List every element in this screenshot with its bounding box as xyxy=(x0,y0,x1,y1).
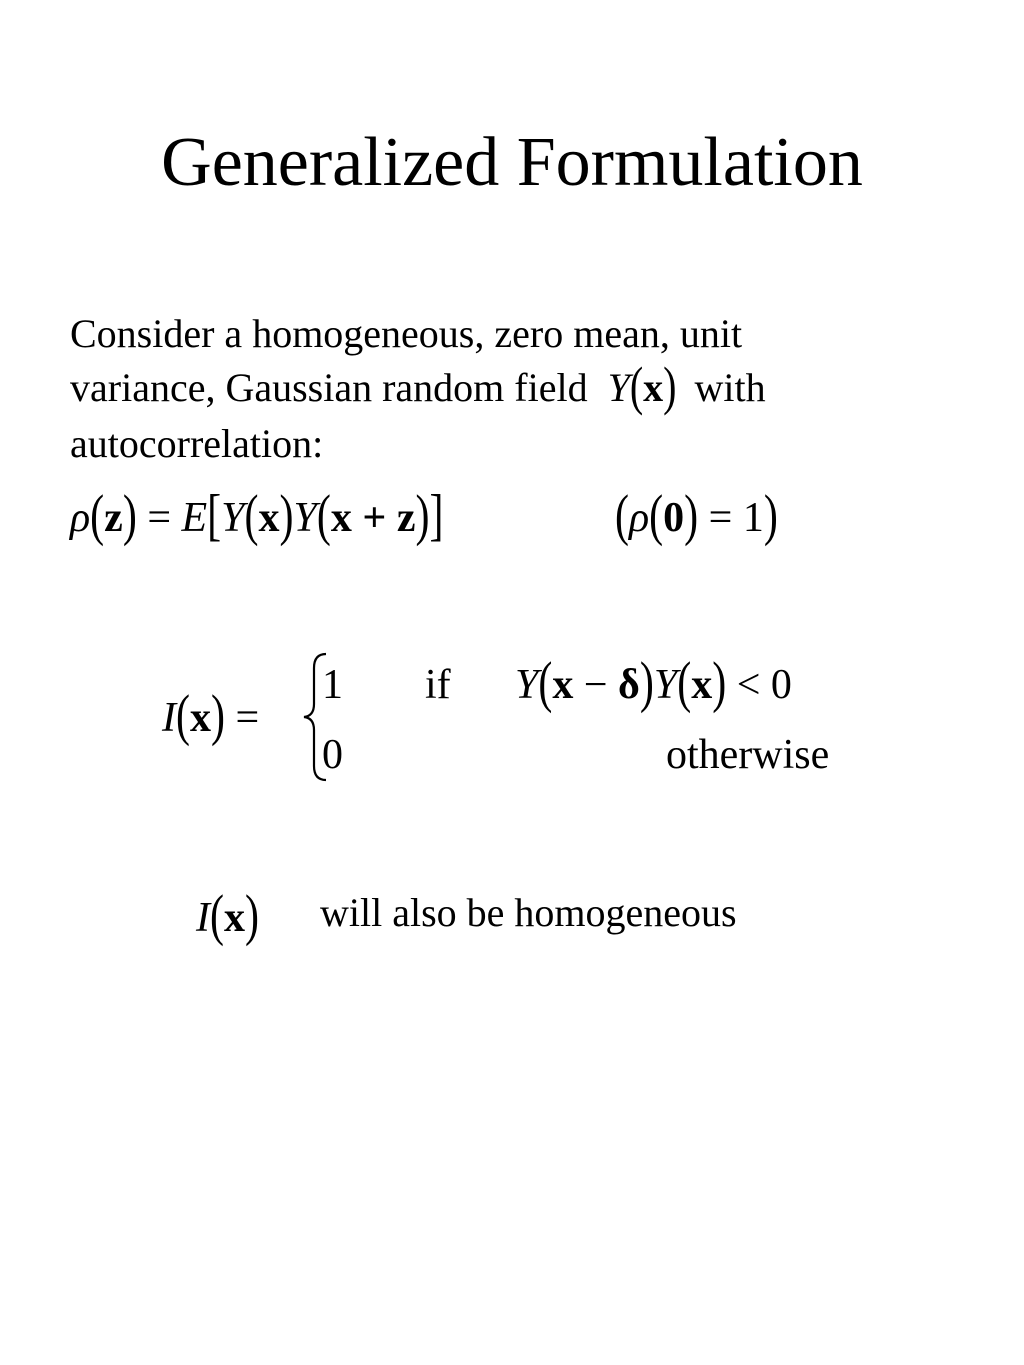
case-1-value: 1 xyxy=(322,662,343,708)
inline-math-y-of-x: Y(x) xyxy=(607,355,677,417)
intro-line-2 xyxy=(70,355,766,417)
closing-symbol: I(x) xyxy=(196,885,259,948)
closing-text: will also be homogeneous xyxy=(320,890,737,935)
normalization-formula: (ρ(0) = 1) xyxy=(615,485,778,548)
autocorrelation-formula: ρ(z) = E[Y(x)Y(x + z)] xyxy=(70,485,444,548)
indicator-lhs: I(x) = xyxy=(162,685,260,748)
case-1-condition: Y(x − δ)Y(x) < 0 xyxy=(515,652,792,715)
case-2-otherwise: otherwise xyxy=(666,732,830,778)
case-1-if: if xyxy=(425,662,451,708)
case-2-value: 0 xyxy=(322,732,343,778)
intro-line-2-text: variance, Gaussian random field xyxy=(70,365,588,410)
intro-line-1: Consider a homogeneous, zero mean, unit xyxy=(70,311,743,356)
slide-title: Generalized Formulation xyxy=(161,124,863,201)
intro-line-2-with: with xyxy=(694,365,766,410)
intro-line-3: autocorrelation: xyxy=(70,421,324,466)
